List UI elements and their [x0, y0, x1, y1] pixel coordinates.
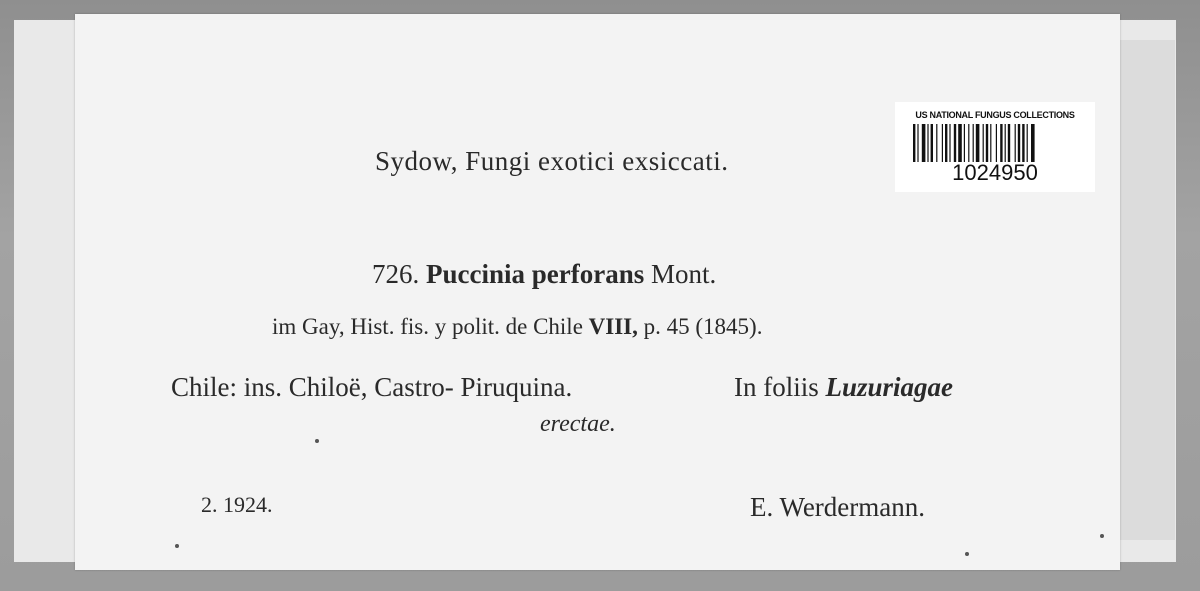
host-prefix: In foliis [734, 372, 819, 402]
species-name: Puccinia perforans [426, 259, 645, 289]
host-genus: Luzuriagae [825, 372, 954, 402]
host [734, 372, 953, 403]
species-title [372, 259, 716, 290]
citation [272, 314, 762, 340]
speck [1100, 534, 1104, 538]
barcode-number: 1024950 [952, 160, 1038, 185]
species-author: Mont. [650, 259, 717, 289]
speck [315, 439, 319, 443]
speck [175, 544, 179, 548]
series-title: Sydow, Fungi exotici exsiccati. [375, 146, 729, 176]
barcode-icon [913, 124, 1083, 162]
speck [965, 552, 969, 556]
locality: Chile: ins. Chiloë, Castro- Piruquina. [171, 372, 573, 402]
barcode-label [895, 102, 1095, 192]
collection-date: 2. 1924. [201, 492, 273, 517]
barcode-header: US NATIONAL FUNGUS COLLECTIONS [915, 110, 1075, 120]
collector: E. Werdermann. [750, 492, 926, 522]
exsiccata-number: 726. [372, 259, 420, 289]
specimen-label [75, 14, 1120, 570]
citation-volume: VIII, [588, 314, 638, 339]
citation-start: im Gay, Hist. fis. y polit. de Chile [272, 314, 583, 339]
citation-end: p. 45 (1845). [643, 314, 763, 339]
host-epithet: erectae. [540, 411, 616, 437]
